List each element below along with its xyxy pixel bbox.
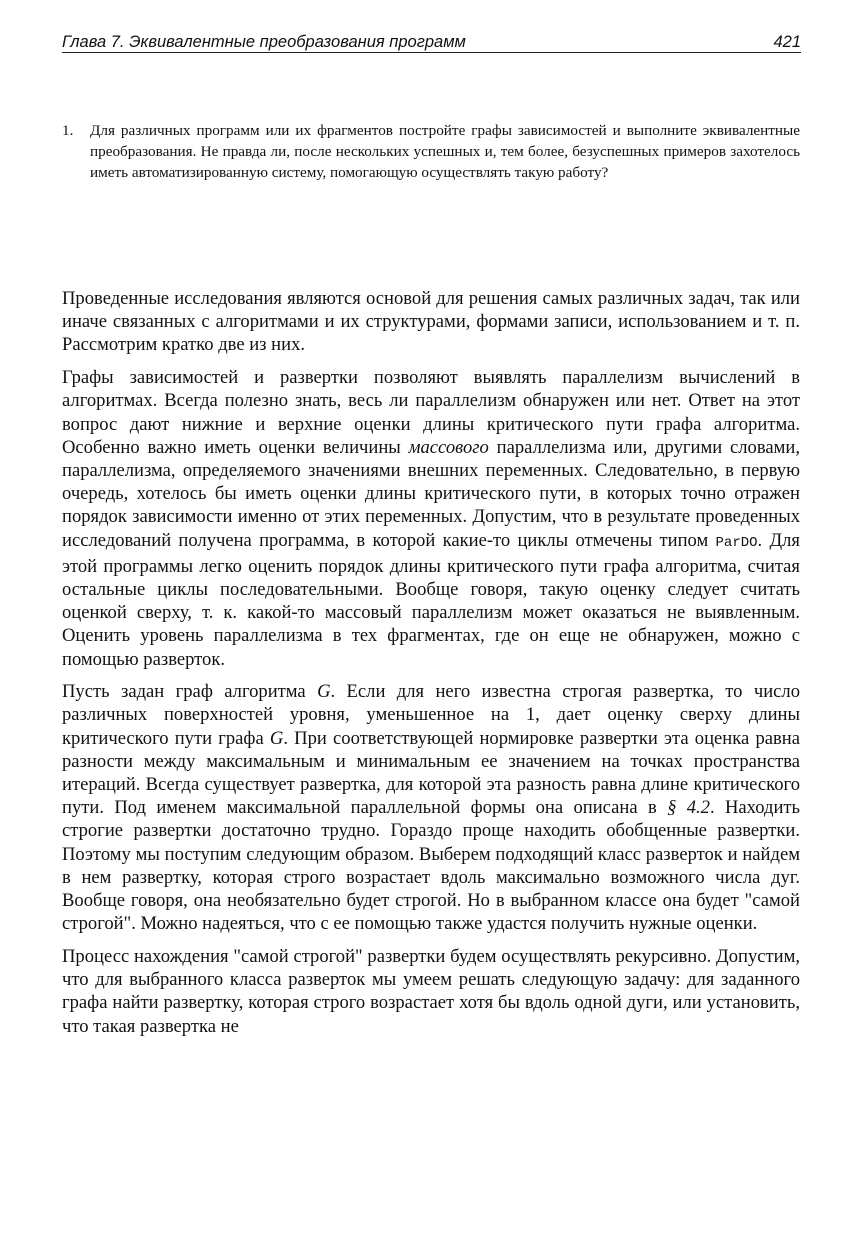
exercise-item <box>62 120 800 183</box>
paragraph-3-part-d: . Находить строгие развертки достаточно трудно. Гораздо проще находить обобщенные развертки. Поэтому мы поступим следующим образом. Выберем подходящий класс разверток и найдем в нем развертку, которая строго возрастает вдоль максимально возможного числа дуг. Вообще говоря, она необязательно будет строгой. Но в выбранном классе она будет "самой строгой". Можно надеяться, что с ее помощью также удастся получить нужные оценки. <box>62 797 801 935</box>
paragraph-3-part-c: . При соответствующей нормировке развертки эта оценка равна разности между максимальным и минимальным ее значением на точках пространства итераций. Всегда существует развертка, для которой эта разность равна длине критического пути. Под именем максимальной параллельной формы она описана в <box>62 727 800 819</box>
exercise-number: 1. <box>62 122 74 139</box>
paragraph-2 <box>62 366 800 671</box>
code-pardo: ParDO <box>715 534 758 551</box>
paragraph-1: Проведенные исследования являются основой для решения самых различных задач, так или иначе связанных с алгоритмами и их структурами, формами записи, использованием и т. п. Рассмотрим кратко две из них. <box>62 288 800 356</box>
paragraph-3-part-a: Пусть задан граф алгоритма <box>62 681 318 703</box>
graph-symbol-g: G <box>269 727 284 749</box>
paragraph-2-part-a: Графы зависимостей и развертки позволяют выявлять параллелизм вычислений в алгоритмах. Всегда полезно знать, весь ли параллелизм обнаружен или нет. Ответ на этот вопрос дают нижние и верхние оценки длины критического пути графа алгоритма. Особенно важно иметь оценки величины <box>62 367 800 458</box>
main-text <box>62 287 800 1047</box>
running-header <box>62 32 801 53</box>
emphasis-massive: массового <box>408 436 489 458</box>
paragraph-2-part-b: параллелизма или, другими словами, параллелизма, определяемого значениями внешних переменных. Следовательно, в первую очередь, хотелось бы иметь оценки длины критического пути, в которых точно отражен порядок зависимости именно от этих переменных. Допустим, что в результате проведенных исследований получена программа, в которой какие-то циклы отмечены типом <box>62 436 800 551</box>
exercise-text: Для различных программ или их фрагментов постройте графы зависимостей и выполните эквивалентные преобразования. Не правда ли, после нескольких успешных и, тем более, безуспешных примеров захотелось иметь автоматизированную систему, помогающую осуществлять такую работу? <box>90 122 800 181</box>
graph-symbol-g: G <box>317 681 331 703</box>
section-reference: § 4.2 <box>667 797 710 819</box>
paragraph-2-part-c: . Для этой программы легко оценить порядок длины критического пути графа алгоритма, считая остальные циклы последовательными. Вообще говоря, такую оценку следует считать оценкой сверху, т. к. какой-то массовый параллелизм может оказаться не выявленным. Оценить уровень параллелизма в тех фрагментах, где он еще не обнаружен, можно с помощью разверток. <box>62 529 800 670</box>
chapter-title: Глава 7. Эквивалентные преобразования программ <box>62 33 466 51</box>
paragraph-3-part-b: . Если для него известна строгая развертка, то число различных поверхностей уровня, уменьшенное на 1, дает оценку сверху длины критического пути графа <box>62 681 800 749</box>
page-number: 421 <box>773 33 801 51</box>
paragraph-4: Процесс нахождения "самой строгой" развертки будем осуществлять рекурсивно. Допустим, что для выбранного класса разверток мы умеем решать следующую задачу: для заданного графа найти развертку, которая строго возрастает хотя бы вдоль одной дуги, или установить, что такая развертка не <box>62 945 800 1037</box>
paragraph-3 <box>62 680 800 935</box>
